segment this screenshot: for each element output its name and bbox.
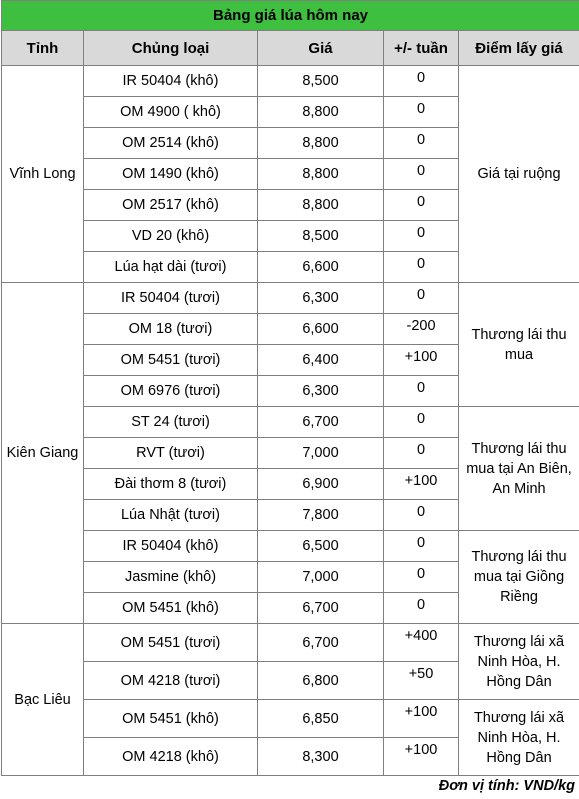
header-change: +/- tuần bbox=[384, 31, 459, 66]
price-point-cell: Thương lái xã Ninh Hòa, H. Hồng Dân bbox=[459, 700, 579, 776]
rice-type-cell: OM 4218 (khô) bbox=[84, 738, 258, 776]
title-row bbox=[2, 1, 579, 31]
rice-type-cell: ST 24 (tươi) bbox=[84, 407, 258, 438]
rice-type-cell: OM 5451 (tươi) bbox=[84, 345, 258, 376]
unit-note: Đơn vị tính: VND/kg bbox=[438, 778, 575, 794]
rice-type-cell: IR 50404 (khô) bbox=[84, 66, 258, 97]
header-type: Chủng loại bbox=[84, 31, 258, 66]
price-cell: 6,600 bbox=[258, 314, 384, 345]
price-point-cell: Thương lái thu mua tại An Biên, An Minh bbox=[459, 407, 579, 531]
change-cell: -200 bbox=[384, 314, 459, 345]
change-cell: 0 bbox=[384, 593, 459, 624]
price-point-cell: Thương lái xã Ninh Hòa, H. Hồng Dân bbox=[459, 624, 579, 700]
change-cell: 0 bbox=[384, 283, 459, 314]
change-cell: 0 bbox=[384, 252, 459, 283]
change-cell: +400 bbox=[384, 624, 459, 662]
change-cell: +100 bbox=[384, 738, 459, 776]
table-title: Bảng giá lúa hôm nay bbox=[2, 1, 579, 31]
change-cell: 0 bbox=[384, 562, 459, 593]
header-point: Điểm lấy giá bbox=[459, 31, 579, 66]
province-cell: Vĩnh Long bbox=[2, 66, 84, 283]
change-cell: 0 bbox=[384, 190, 459, 221]
price-cell: 8,300 bbox=[258, 738, 384, 776]
rice-type-cell: Đài thơm 8 (tươi) bbox=[84, 469, 258, 500]
price-cell: 6,500 bbox=[258, 531, 384, 562]
price-cell: 8,800 bbox=[258, 159, 384, 190]
table-row bbox=[2, 66, 579, 97]
rice-type-cell: OM 5451 (khô) bbox=[84, 593, 258, 624]
rice-price-table bbox=[1, 0, 579, 776]
change-cell: 0 bbox=[384, 438, 459, 469]
change-cell: 0 bbox=[384, 376, 459, 407]
table-row bbox=[2, 407, 579, 438]
change-cell: 0 bbox=[384, 66, 459, 97]
price-cell: 7,800 bbox=[258, 500, 384, 531]
price-cell: 6,400 bbox=[258, 345, 384, 376]
change-cell: 0 bbox=[384, 221, 459, 252]
change-cell: 0 bbox=[384, 97, 459, 128]
price-cell: 6,900 bbox=[258, 469, 384, 500]
province-cell: Bạc Liêu bbox=[2, 624, 84, 776]
rice-type-cell: OM 4900 ( khô) bbox=[84, 97, 258, 128]
change-cell: +100 bbox=[384, 345, 459, 376]
price-point-cell: Thương lái thu mua tại Giồng Riềng bbox=[459, 531, 579, 624]
price-cell: 8,500 bbox=[258, 221, 384, 252]
change-cell: 0 bbox=[384, 500, 459, 531]
change-cell: +100 bbox=[384, 469, 459, 500]
rice-type-cell: OM 6976 (tươi) bbox=[84, 376, 258, 407]
rice-type-cell: OM 5451 (tươi) bbox=[84, 624, 258, 662]
header-price: Giá bbox=[258, 31, 384, 66]
rice-type-cell: OM 4218 (tươi) bbox=[84, 662, 258, 700]
price-cell: 7,000 bbox=[258, 562, 384, 593]
rice-type-cell: RVT (tươi) bbox=[84, 438, 258, 469]
change-cell: 0 bbox=[384, 128, 459, 159]
price-point-cell: Thương lái thu mua bbox=[459, 283, 579, 407]
change-cell: 0 bbox=[384, 159, 459, 190]
rice-type-cell: Lúa hạt dài (tươi) bbox=[84, 252, 258, 283]
rice-type-cell: OM 18 (tươi) bbox=[84, 314, 258, 345]
price-cell: 8,800 bbox=[258, 190, 384, 221]
price-cell: 6,300 bbox=[258, 283, 384, 314]
rice-type-cell: VD 20 (khô) bbox=[84, 221, 258, 252]
price-cell: 8,800 bbox=[258, 97, 384, 128]
price-cell: 7,000 bbox=[258, 438, 384, 469]
price-cell: 6,800 bbox=[258, 662, 384, 700]
change-cell: 0 bbox=[384, 531, 459, 562]
table-row bbox=[2, 531, 579, 562]
change-cell: 0 bbox=[384, 407, 459, 438]
rice-type-cell: OM 2514 (khô) bbox=[84, 128, 258, 159]
rice-type-cell: Jasmine (khô) bbox=[84, 562, 258, 593]
rice-type-cell: OM 1490 (khô) bbox=[84, 159, 258, 190]
rice-type-cell: Lúa Nhật (tươi) bbox=[84, 500, 258, 531]
price-cell: 6,600 bbox=[258, 252, 384, 283]
rice-type-cell: OM 2517 (khô) bbox=[84, 190, 258, 221]
table-row bbox=[2, 700, 579, 738]
price-point-cell: Giá tại ruộng bbox=[459, 66, 579, 283]
rice-type-cell: OM 5451 (khô) bbox=[84, 700, 258, 738]
price-cell: 6,700 bbox=[258, 407, 384, 438]
price-cell: 8,800 bbox=[258, 128, 384, 159]
price-cell: 6,700 bbox=[258, 593, 384, 624]
header-row bbox=[2, 31, 579, 66]
price-cell: 6,850 bbox=[258, 700, 384, 738]
rice-type-cell: IR 50404 (tươi) bbox=[84, 283, 258, 314]
change-cell: +50 bbox=[384, 662, 459, 700]
province-cell: Kiên Giang bbox=[2, 283, 84, 624]
price-cell: 8,500 bbox=[258, 66, 384, 97]
header-province: Tỉnh bbox=[2, 31, 84, 66]
change-cell: +100 bbox=[384, 700, 459, 738]
table-row bbox=[2, 283, 579, 314]
price-cell: 6,700 bbox=[258, 624, 384, 662]
table-row bbox=[2, 624, 579, 662]
price-cell: 6,300 bbox=[258, 376, 384, 407]
rice-type-cell: IR 50404 (khô) bbox=[84, 531, 258, 562]
